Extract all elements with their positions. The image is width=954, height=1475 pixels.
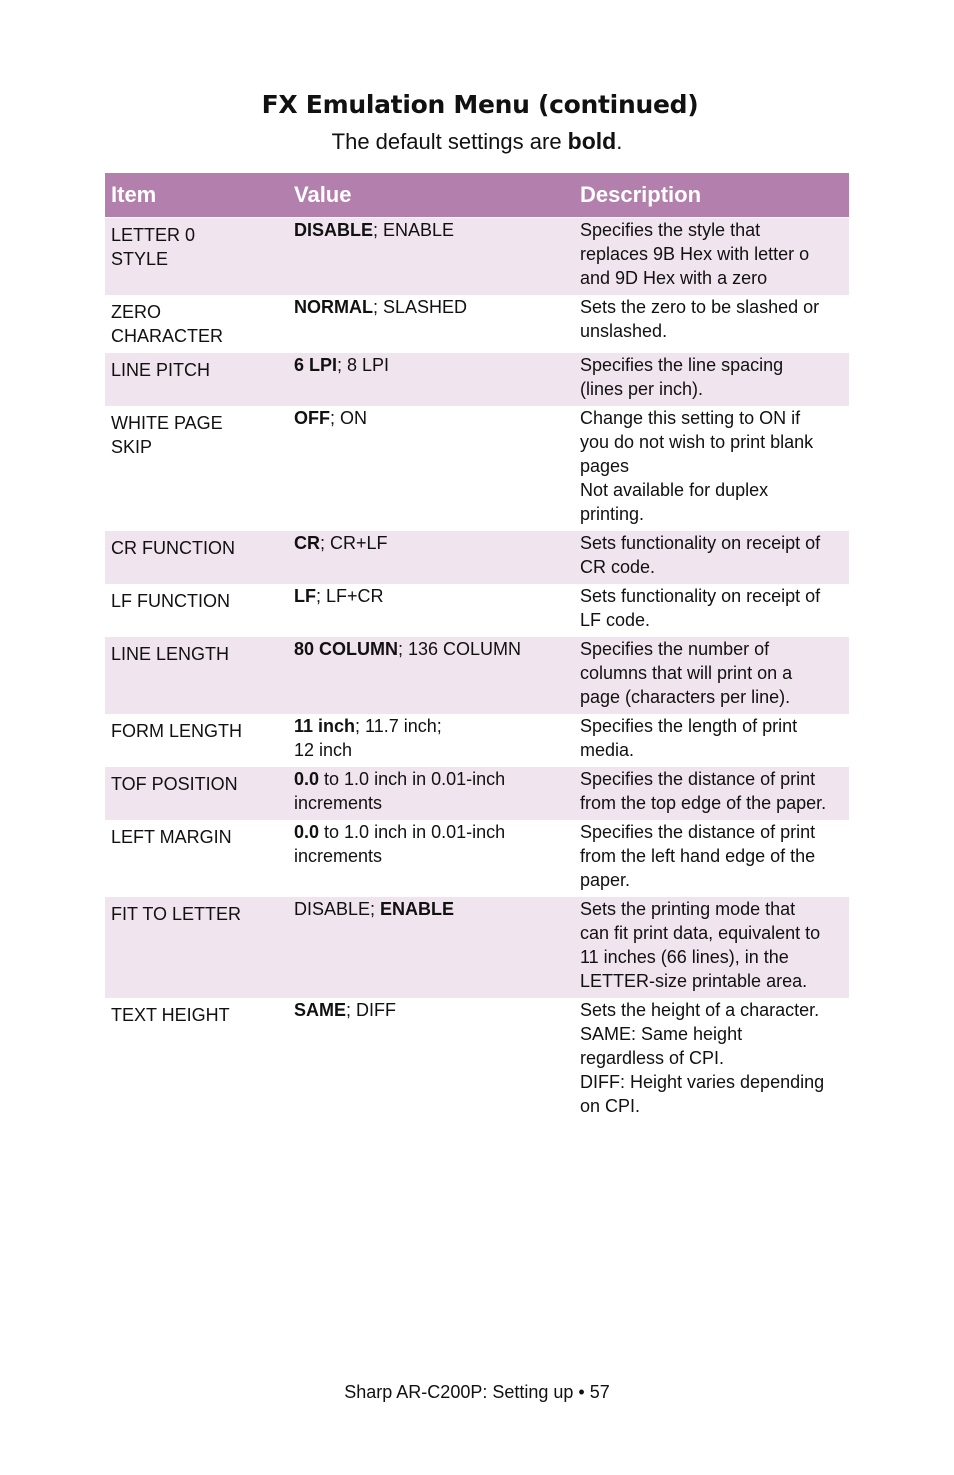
description-cell	[574, 531, 849, 584]
item-line: LETTER 0	[111, 225, 196, 245]
description-cell	[574, 353, 849, 406]
default-value: 11 inch	[294, 715, 356, 736]
description-cell	[574, 584, 849, 637]
description-cell	[574, 218, 849, 295]
default-value: DISABLE	[294, 220, 374, 240]
value-cell	[288, 820, 574, 897]
value-text: to 1.0 inch in 0.01-inch	[319, 821, 506, 842]
value-text: ; ON	[330, 407, 368, 428]
value-text: ; CR+LF	[320, 532, 388, 553]
value-line	[294, 353, 572, 377]
page-title: FX Emulation Menu (continued)	[261, 90, 699, 119]
value-cell	[288, 353, 574, 406]
value-cell	[288, 531, 574, 584]
item-cell	[105, 353, 288, 406]
description-line: Sets functionality on receipt of	[580, 585, 821, 606]
settings-table	[105, 173, 849, 1120]
value-text: ; SLASHED	[373, 296, 468, 317]
description-line: regardless of CPI.	[580, 1047, 725, 1068]
value-text: increments	[294, 792, 383, 813]
table-row	[105, 406, 849, 531]
header-value: Value	[288, 173, 574, 218]
item-line: LINE PITCH	[111, 359, 211, 380]
value-text: ; 11.7 inch;	[355, 715, 442, 736]
description-line: CR code.	[580, 556, 656, 577]
description-line: DIFF: Height varies depending	[580, 1071, 825, 1092]
default-value: ENABLE	[380, 898, 455, 919]
value-text: DISABLE;	[294, 898, 381, 919]
item-line: CR FUNCTION	[111, 537, 235, 558]
description-line: from the top edge of the paper.	[580, 792, 827, 813]
value-line	[294, 791, 572, 815]
value-text: to 1.0 inch in 0.01-inch	[319, 768, 506, 789]
table-body	[105, 218, 849, 1120]
item-cell	[105, 767, 288, 820]
value-text: 12 inch	[294, 739, 353, 760]
item-cell	[105, 218, 288, 295]
value-line	[294, 844, 572, 868]
item-line: LF FUNCTION	[111, 590, 230, 611]
description-line: Sets the zero to be slashed or	[580, 296, 820, 317]
default-value: NORMAL	[294, 296, 373, 317]
value-line	[294, 295, 572, 319]
page-footer: Sharp AR-C200P: Setting up • 57	[344, 1382, 610, 1402]
description-line: unslashed.	[580, 320, 668, 341]
default-value: SAME	[294, 999, 347, 1020]
description-line: LF code.	[580, 609, 651, 630]
description-line: replaces 9B Hex with letter o	[580, 244, 810, 264]
value-cell	[288, 406, 574, 531]
description-line: you do not wish to print blank	[580, 431, 814, 452]
description-line: can fit print data, equivalent to	[580, 922, 821, 943]
item-line: LINE LENGTH	[111, 643, 230, 664]
value-cell	[288, 897, 574, 998]
item-cell	[105, 584, 288, 637]
description-line: printing.	[580, 503, 645, 524]
item-line: FORM LENGTH	[111, 720, 243, 741]
description-line: Sets functionality on receipt of	[580, 532, 821, 553]
description-line: Sets the printing mode that	[580, 898, 796, 919]
description-line: SAME: Same height	[580, 1023, 743, 1044]
description-line: Specifies the number of	[580, 638, 770, 659]
table-row	[105, 218, 849, 295]
description-line: Specifies the distance of print	[580, 768, 816, 789]
table-row	[105, 714, 849, 767]
item-line: LEFT MARGIN	[111, 826, 232, 847]
header-description: Description	[574, 173, 849, 218]
table-header-row	[105, 173, 849, 218]
description-line: from the left hand edge of the	[580, 845, 816, 866]
description-cell	[574, 637, 849, 714]
item-line: WHITE PAGE	[111, 412, 223, 433]
description-line: media.	[580, 739, 635, 760]
item-cell	[105, 714, 288, 767]
description-line: Specifies the distance of print	[580, 821, 816, 842]
item-line: TOF POSITION	[111, 773, 238, 794]
item-line: ZERO	[111, 301, 162, 322]
item-cell	[105, 820, 288, 897]
description-line: (lines per inch).	[580, 378, 704, 399]
value-text: ; 8 LPI	[337, 354, 390, 375]
default-value: 80 COLUMN	[294, 638, 399, 659]
description-line: paper.	[580, 869, 631, 890]
item-cell	[105, 897, 288, 998]
description-line: page (characters per line).	[580, 686, 791, 707]
item-line: CHARACTER	[111, 325, 224, 346]
item-cell	[105, 637, 288, 714]
item-line: TEXT HEIGHT	[111, 1004, 230, 1025]
subtitle-period: .	[616, 129, 623, 154]
value-line	[294, 820, 572, 844]
value-line	[294, 584, 572, 608]
table-row	[105, 584, 849, 637]
value-text: ; LF+CR	[316, 585, 384, 606]
description-line: pages	[580, 455, 630, 476]
item-line: SKIP	[111, 436, 153, 457]
value-line	[294, 218, 572, 242]
description-line: Specifies the style that	[580, 220, 761, 240]
description-cell	[574, 295, 849, 353]
table-row	[105, 353, 849, 406]
description-cell	[574, 714, 849, 767]
description-line: Change this setting to ON if	[580, 407, 801, 428]
value-line	[294, 531, 572, 555]
value-cell	[288, 998, 574, 1120]
value-text: increments	[294, 845, 383, 866]
value-line	[294, 897, 572, 921]
item-line: FIT TO LETTER	[111, 903, 242, 924]
table-row	[105, 820, 849, 897]
value-cell	[288, 295, 574, 353]
default-value: 6 LPI	[294, 354, 338, 375]
value-line	[294, 738, 572, 762]
item-cell	[105, 295, 288, 353]
description-cell	[574, 897, 849, 998]
description-line: on CPI.	[580, 1095, 641, 1116]
value-line	[294, 637, 572, 661]
value-text: ; 136 COLUMN	[398, 638, 522, 659]
description-line: columns that will print on a	[580, 662, 793, 683]
subtitle-bold-word: bold	[567, 128, 617, 154]
table-row	[105, 998, 849, 1120]
value-cell	[288, 714, 574, 767]
table-row	[105, 767, 849, 820]
description-cell	[574, 767, 849, 820]
default-value: 0.0	[294, 821, 320, 842]
page-subtitle	[0, 128, 954, 155]
table-row	[105, 637, 849, 714]
value-line	[294, 767, 572, 791]
table-row	[105, 531, 849, 584]
subtitle-text: The default settings are	[331, 129, 568, 154]
item-cell	[105, 406, 288, 531]
item-cell	[105, 998, 288, 1120]
default-value: LF	[294, 585, 316, 606]
description-line: Specifies the line spacing	[580, 354, 784, 375]
description-line: LETTER-size printable area.	[580, 970, 808, 991]
value-cell	[288, 584, 574, 637]
value-cell	[288, 767, 574, 820]
description-line: Not available for duplex	[580, 479, 769, 500]
default-value: OFF	[294, 407, 330, 428]
description-cell	[574, 406, 849, 531]
table-row	[105, 897, 849, 998]
description-cell	[574, 998, 849, 1120]
value-line	[294, 406, 572, 430]
default-value: 0.0	[294, 768, 320, 789]
description-line: Specifies the length of print	[580, 715, 798, 736]
value-line	[294, 714, 572, 738]
description-line: and 9D Hex with a zero	[580, 268, 768, 288]
description-cell	[574, 820, 849, 897]
table-row	[105, 295, 849, 353]
value-cell	[288, 218, 574, 295]
value-text: ; ENABLE	[373, 220, 455, 240]
description-line: 11 inches (66 lines), in the	[580, 946, 789, 967]
item-cell	[105, 531, 288, 584]
header-item: Item	[105, 173, 288, 218]
item-line: STYLE	[111, 249, 169, 269]
default-value: CR	[294, 532, 320, 553]
value-line	[294, 998, 572, 1022]
value-cell	[288, 637, 574, 714]
description-line: Sets the height of a character.	[580, 999, 820, 1020]
value-text: ; DIFF	[346, 999, 397, 1020]
